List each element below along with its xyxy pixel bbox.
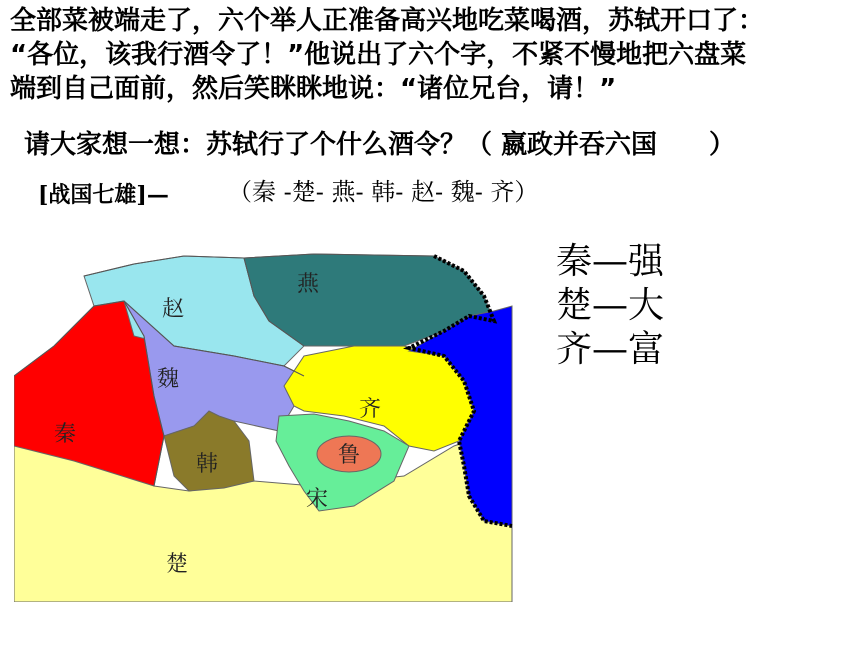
- map-label-song: 宋: [306, 487, 329, 512]
- warring-states-map: [14, 236, 514, 602]
- warring-states-list: （秦 -楚- 燕- 韩- 赵- 魏- 齐）: [228, 178, 539, 206]
- map-label-chu: 楚: [166, 552, 189, 577]
- map-label-qin: 秦: [54, 422, 77, 447]
- map-label-wei: 魏: [157, 367, 180, 392]
- map-label-han: 韩: [196, 452, 219, 477]
- map-label-qi: 齐: [359, 397, 382, 422]
- warring-states-label: [战国七雄]—: [38, 182, 169, 208]
- story-line-1: 全部菜被端走了，六个举人正准备高兴地吃菜喝酒，苏轼开口了：: [10, 6, 765, 36]
- story-line-3: 端到自己面前，然后笑眯眯地说：“诸位兄台，请！”: [10, 74, 617, 104]
- map-label-zhao: 赵: [162, 297, 185, 322]
- story-line-2: “各位，该我行酒令了！”他说出了六个字，不紧不慢地把六盘菜: [10, 40, 747, 70]
- trait-chu: 楚—大: [556, 285, 665, 326]
- story-paragraph: [10, 4, 850, 106]
- question-text: 请大家想一想：苏轼行了个什么酒令？（ 嬴政并吞六国 ）: [24, 130, 736, 160]
- trait-qi: 齐—富: [556, 329, 665, 370]
- trait-qin: 秦—强: [556, 241, 665, 282]
- map-label-lu: 鲁: [338, 443, 361, 468]
- map-label-yan: 燕: [297, 272, 320, 297]
- state-traits: [556, 240, 664, 372]
